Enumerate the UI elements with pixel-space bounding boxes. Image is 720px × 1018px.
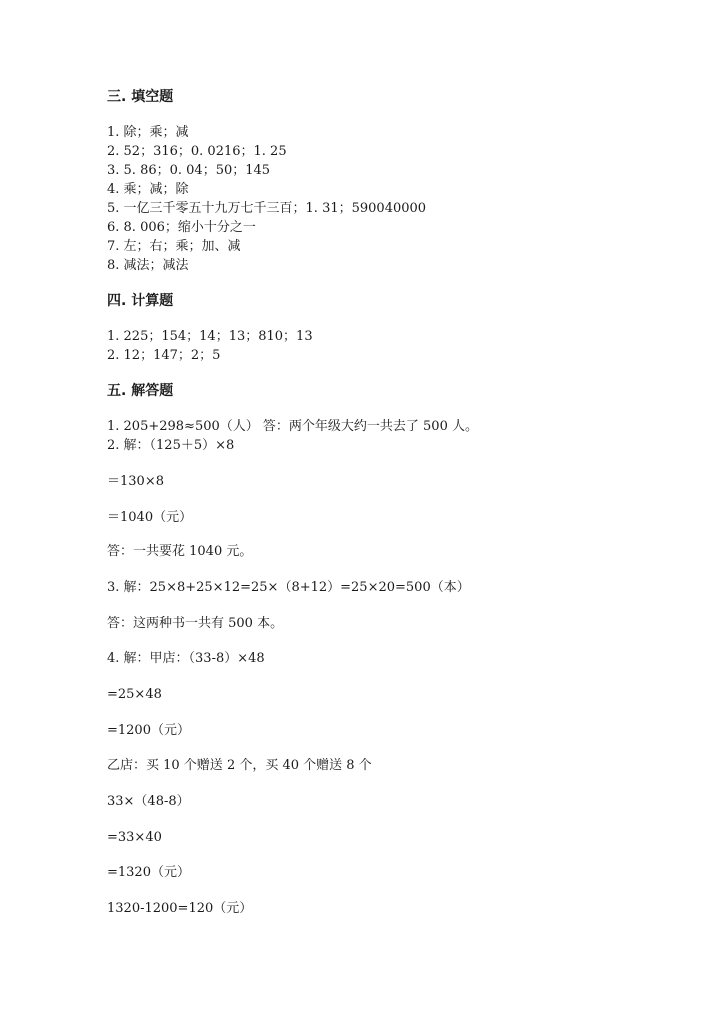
section-3-line: 2. 52；316；0. 0216；1. 25	[107, 144, 287, 159]
section-5-line: ＝130×8	[107, 474, 164, 489]
section-5-line: =1320（元）	[107, 865, 190, 880]
section-5-line: ＝1040（元）	[107, 510, 193, 525]
section-4-title: 四. 计算题	[107, 293, 174, 309]
section-5-line: 4. 解：甲店：（33-8）×48	[107, 651, 265, 666]
section-3-line: 8. 减法；减法	[107, 258, 189, 273]
section-5-line: 1. 205+298≈500（人） 答：两个年级大约一共去了 500 人。	[107, 419, 478, 434]
section-3-title: 三. 填空题	[107, 89, 174, 105]
section-4-line: 1. 225；154；14；13；810；13	[107, 329, 313, 344]
section-5-line: 1320-1200=120（元）	[107, 901, 253, 916]
section-5-line: =1200（元）	[107, 723, 190, 738]
section-5-line: =33×40	[107, 830, 162, 845]
section-5-line: 答：这两种书一共有 500 本。	[107, 616, 284, 631]
section-5-line: 33×（48-8）	[107, 794, 190, 809]
section-5-line: 3. 解：25×8+25×12=25×（8+12）=25×20=500（本）	[107, 580, 470, 595]
section-3-line: 6. 8. 006；缩小十分之一	[107, 220, 256, 235]
section-3-line: 5. 一亿三千零五十九万七千三百；1. 31；590040000	[107, 201, 427, 216]
section-5-line: 2. 解：（125＋5）×8	[107, 438, 235, 453]
section-4-line: 2. 12；147；2；5	[107, 348, 221, 363]
section-3-line: 4. 乘；减；除	[107, 182, 189, 197]
section-5-line: 乙店：买 10 个赠送 2 个，买 40 个赠送 8 个	[107, 758, 372, 773]
section-3-line: 3. 5. 86；0. 04；50；145	[107, 163, 271, 178]
section-3-line: 1. 除；乘；减	[107, 125, 189, 140]
section-3-line: 7. 左；右；乘；加、减	[107, 239, 241, 254]
section-5-line: =25×48	[107, 687, 162, 702]
section-5-title: 五. 解答题	[107, 383, 174, 399]
section-5-line: 答：一共要花 1040 元。	[107, 544, 253, 559]
